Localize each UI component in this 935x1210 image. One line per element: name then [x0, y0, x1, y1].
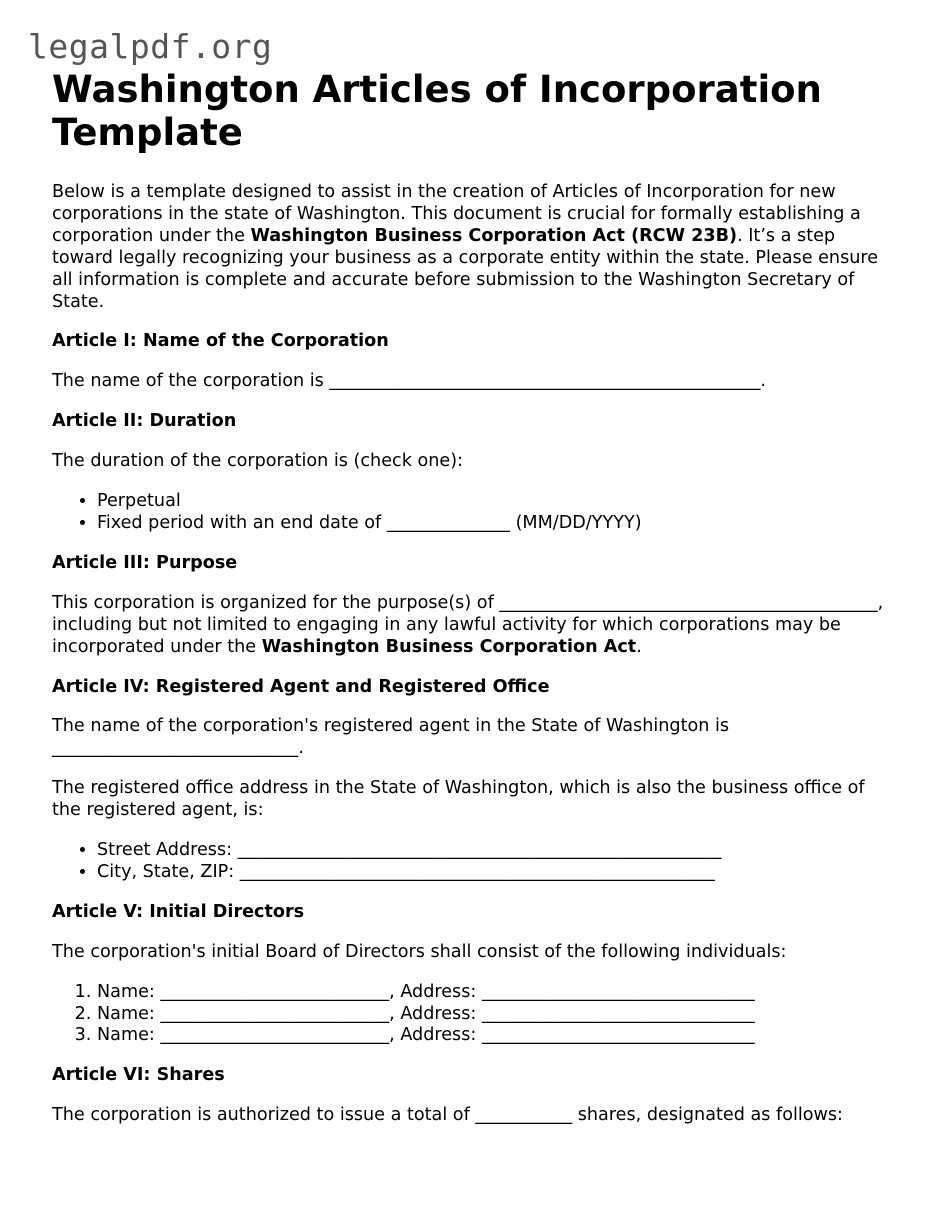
- article-5-text: The corporation's initial Board of Directors shall consist of the following individuals:: [52, 941, 787, 962]
- article-3-act-name: Washington Business Corporation Act: [261, 636, 637, 657]
- watermark-logo: legalpdf.org: [28, 27, 273, 66]
- article-3-text-1: This corporation is organized for the purpose(s) of ___________________________________________, including but not limited to engaging in any lawful activity for which corporations may be incorporated under the: [52, 592, 884, 657]
- directors-list: [52, 982, 892, 1048]
- article-3-text: [52, 593, 892, 659]
- list-item: • Street Address: _______________________________________________________: [97, 840, 892, 862]
- list-item: • Fixed period with an end date of ______________ (MM/DD/YYYY): [97, 513, 892, 535]
- intro-paragraph: [52, 182, 892, 313]
- article-6-text: The corporation is authorized to issue a total of ___________ shares, designated as follows:: [52, 1105, 843, 1126]
- article-2-text: The duration of the corporation is (check one):: [52, 451, 464, 472]
- article-5-heading: Article V: Initial Directors: [52, 901, 305, 922]
- article-3-heading: Article III: Purpose: [52, 552, 238, 573]
- article-2-heading: Article II: Duration: [52, 411, 237, 432]
- article-3-text-2: .: [636, 636, 642, 657]
- list-item: 1. Name: __________________________, Address: _______________________________: [97, 982, 892, 1004]
- intro-text-1: Below is a template designed to assist in the creation of Articles of Incorporation for new corporations in the state of Washington. This document is crucial for formally establishing a corporation under the: [52, 182, 861, 246]
- list-item: • Perpetual: [97, 491, 892, 513]
- article-1-text: The name of the corporation is _________________________________________________.: [52, 371, 767, 392]
- list-item: 2. Name: __________________________, Address: _______________________________: [97, 1004, 892, 1026]
- address-list: [52, 840, 892, 884]
- article-1-heading: Article I: Name of the Corporation: [52, 331, 389, 352]
- document-title: Washington Articles of Incorporation Template: [52, 68, 822, 154]
- intro-act-name: Washington Business Corporation Act (RCW 23B): [250, 225, 738, 246]
- article-4-agent-text: The name of the corporation's registered agent in the State of Washington is ____________________________.: [52, 716, 730, 759]
- list-item: • City, State, ZIP: ______________________________________________________: [97, 862, 892, 884]
- document-body: [52, 68, 892, 1145]
- intro-text-2: . It’s a step toward legally recognizing your business as a corporate entity within the state. Please ensure all information is complete and accurate before submission to the Washington Secretary of State.: [52, 225, 879, 312]
- article-4-heading: Article IV: Registered Agent and Registered Office: [52, 676, 550, 697]
- article-6-heading: Article VI: Shares: [52, 1065, 225, 1086]
- article-4-office-text: The registered office address in the State of Washington, which is also the business office of the registered agent, is:: [52, 778, 865, 821]
- duration-options-list: [52, 491, 892, 535]
- list-item: 3. Name: __________________________, Address: _______________________________: [97, 1025, 892, 1047]
